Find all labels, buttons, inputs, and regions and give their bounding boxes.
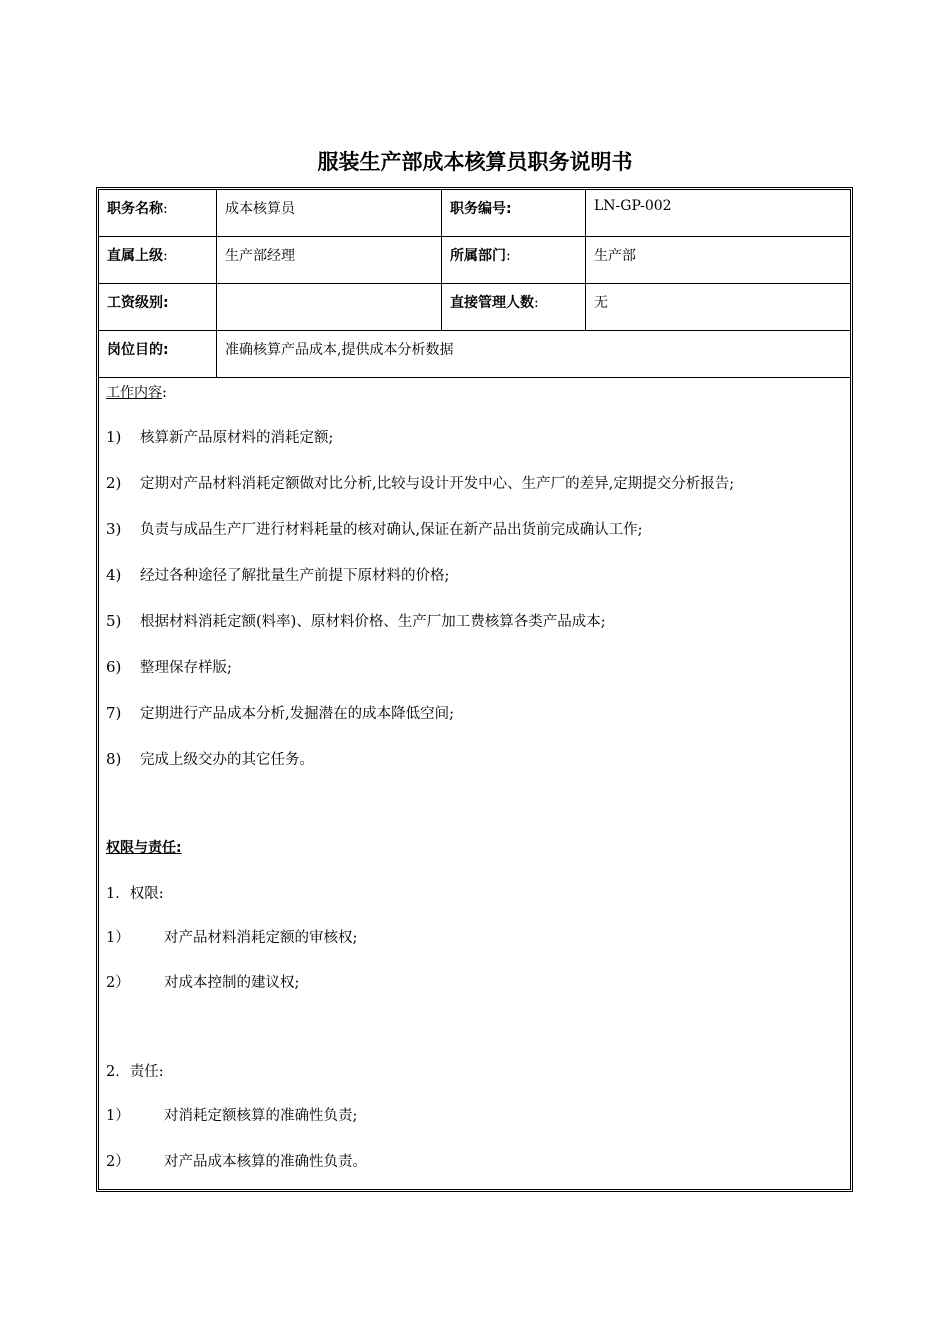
work-item (106, 748, 314, 769)
job-name-value-cell (216, 189, 442, 237)
rights-title: 1．权限: (106, 886, 164, 902)
job-code-value: LN-GP-002 (594, 198, 672, 214)
item-number: 4) (106, 566, 122, 584)
colon: : (162, 385, 167, 401)
authority-heading-line (106, 837, 182, 857)
job-code-label-cell (441, 189, 586, 237)
job-name-label-cell (98, 189, 217, 237)
duties-item (106, 1150, 367, 1171)
item-number: 3) (106, 520, 122, 538)
work-item (106, 702, 454, 723)
purpose-value-cell (216, 330, 851, 378)
work-item (106, 564, 449, 585)
superior-value: 生产部经理 (225, 248, 295, 264)
salary-value-cell (216, 283, 442, 331)
item-number: 1） (106, 1108, 130, 1124)
item-number: 2) (106, 474, 122, 492)
rights-item (106, 926, 357, 947)
work-item (106, 610, 606, 631)
colon: : (163, 201, 168, 217)
colon: : (163, 248, 168, 264)
work-item (106, 426, 333, 447)
work-heading: 工作内容 (106, 385, 162, 401)
document-title: 服装生产部成本核算员职务说明书 (317, 150, 633, 174)
duties-title: 2．责任: (106, 1064, 164, 1080)
item-text: 完成上级交办的其它任务。 (140, 752, 314, 768)
superior-value-cell (216, 236, 442, 284)
colon: : (506, 248, 511, 264)
duties-item (106, 1104, 357, 1125)
purpose-label: 岗位目的: (107, 342, 169, 358)
job-code-value-cell (585, 189, 851, 237)
item-text: 对产品成本核算的准确性负责。 (164, 1154, 367, 1170)
direct-reports-label-cell (441, 283, 586, 331)
authority-heading: 权限与责任: (106, 840, 182, 856)
direct-reports-value: 无 (594, 295, 608, 311)
job-code-label: 职务编号: (450, 201, 512, 217)
item-number: 6) (106, 658, 122, 676)
dept-label-cell (441, 236, 586, 284)
item-text: 根据材料消耗定额(料率)、原材料价格、生产厂加工费核算各类产品成本; (140, 614, 606, 630)
item-number: 2） (106, 975, 130, 991)
work-item (106, 518, 643, 539)
purpose-label-cell (98, 330, 217, 378)
item-number: 5) (106, 612, 122, 630)
salary-label: 工资级别: (107, 295, 169, 311)
salary-label-cell (98, 283, 217, 331)
item-text: 负责与成品生产厂进行材料耗量的核对确认,保证在新产品出货前完成确认工作; (140, 522, 643, 538)
item-text: 核算新产品原材料的消耗定额; (140, 430, 334, 446)
superior-label: 直属上级 (107, 248, 163, 264)
dept-value: 生产部 (594, 248, 636, 264)
item-number: 1） (106, 930, 130, 946)
item-text: 经过各种途径了解批量生产前提下原材料的价格; (140, 568, 450, 584)
item-text: 定期对产品材料消耗定额做对比分析,比较与设计开发中心、生产厂的差异,定期提交分析报告; (140, 476, 735, 492)
item-text: 对成本控制的建议权; (164, 975, 300, 991)
rights-item (106, 971, 299, 992)
job-name-value: 成本核算员 (225, 201, 295, 217)
superior-label-cell (98, 236, 217, 284)
work-heading-line (106, 382, 167, 402)
purpose-value: 准确核算产品成本,提供成本分析数据 (225, 342, 454, 358)
item-text: 整理保存样版; (140, 660, 232, 676)
dept-value-cell (585, 236, 851, 284)
item-text: 对产品材料消耗定额的审核权; (164, 930, 358, 946)
item-number: 8) (106, 750, 122, 768)
direct-reports-value-cell (585, 283, 851, 331)
item-text: 对消耗定额核算的准确性负责; (164, 1108, 358, 1124)
item-number: 7) (106, 704, 122, 722)
item-number: 1) (106, 428, 122, 446)
job-name-label: 职务名称 (107, 201, 163, 217)
item-text: 定期进行产品成本分析,发掘潜在的成本降低空间; (140, 706, 454, 722)
item-number: 2） (106, 1154, 130, 1170)
direct-reports-label: 直接管理人数 (450, 295, 534, 311)
dept-label: 所属部门 (450, 248, 506, 264)
work-item (106, 472, 734, 493)
work-item (106, 656, 232, 677)
colon: : (534, 295, 539, 311)
